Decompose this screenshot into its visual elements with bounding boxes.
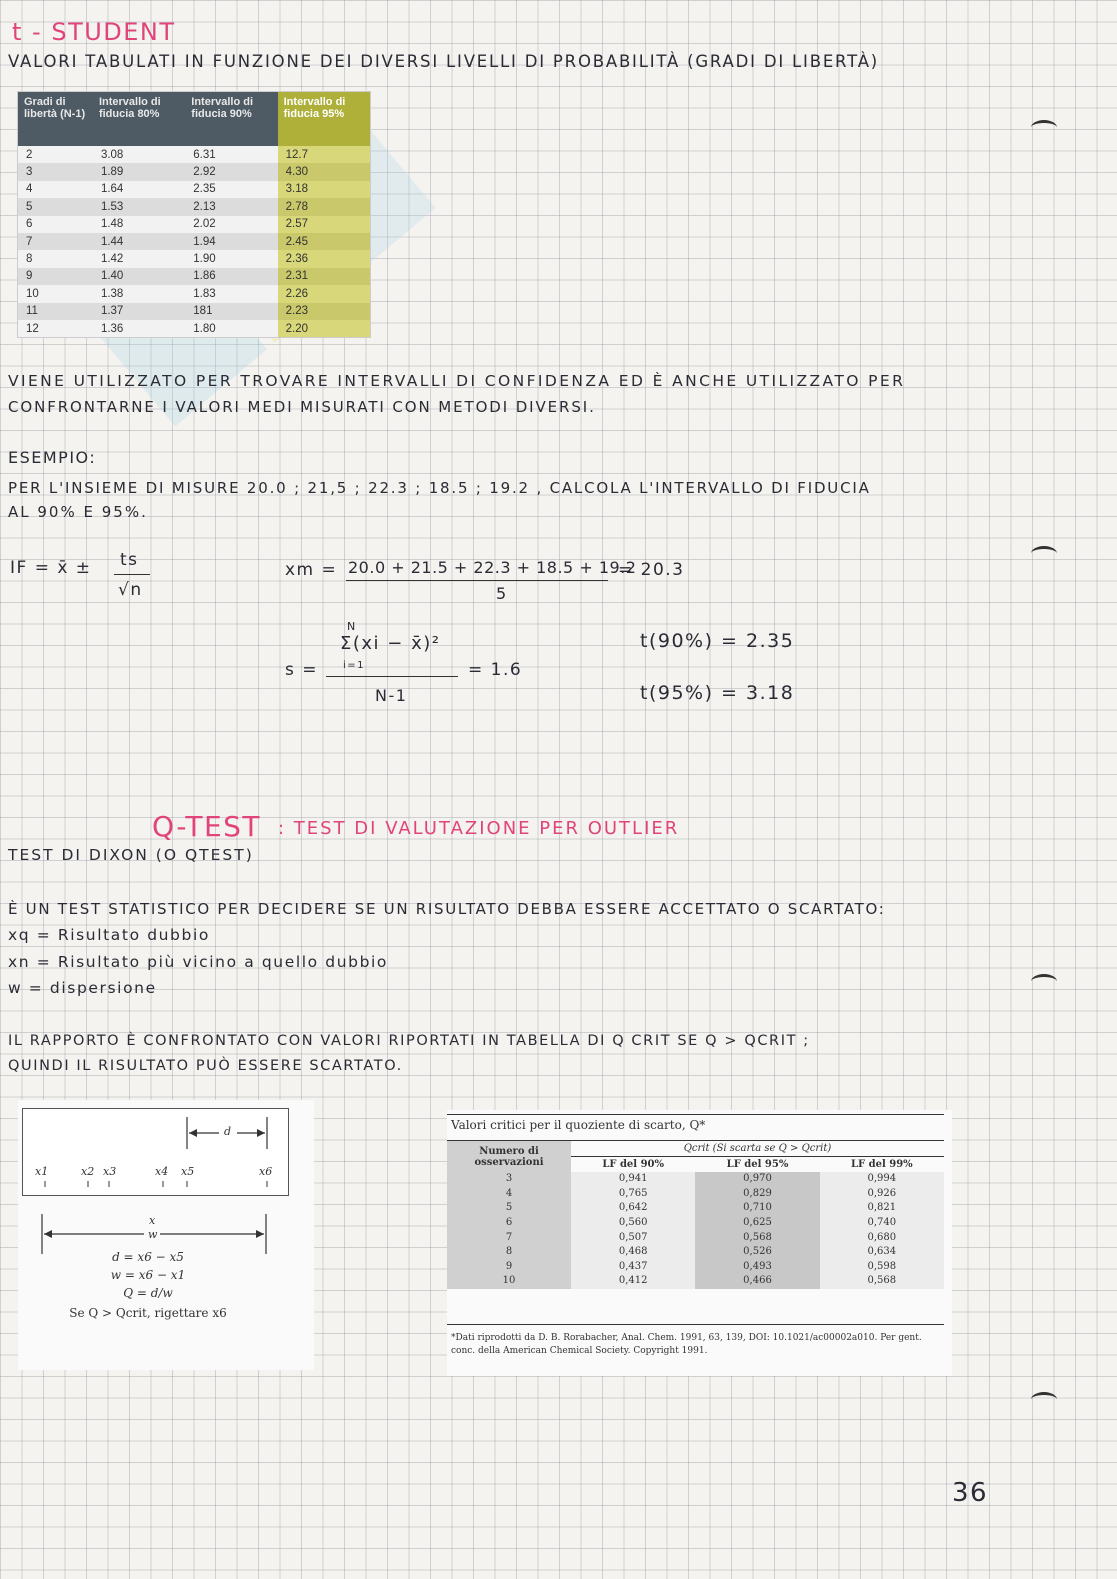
t-table-cell: 12.7: [278, 146, 370, 163]
if-formula-den: √n: [118, 580, 143, 600]
point-x1: x1: [35, 1165, 49, 1178]
t-header-80: Intervallo di fiducia 80%: [93, 92, 185, 146]
q-table-bottom-rule: [447, 1324, 944, 1325]
t-table-cell: 2.31: [278, 268, 370, 285]
t90-value: t(90%) = 2.35: [640, 630, 795, 652]
q-table-cell: 0,926: [820, 1187, 944, 1202]
t-table-cell: 10: [18, 285, 93, 302]
q-table-cell: 0,625: [695, 1216, 819, 1231]
q-header-90: LF del 90%: [571, 1157, 695, 1173]
q-table-cell: 0,507: [571, 1230, 695, 1245]
d-label: d: [224, 1125, 232, 1138]
if-formula-num: ts: [120, 550, 139, 570]
q-table-cell: 0,642: [571, 1201, 695, 1216]
t-table-cell: 2: [18, 146, 93, 163]
t-table-cell: 1.90: [185, 250, 277, 267]
q-header-n: Numero di osservazioni: [447, 1141, 571, 1173]
t-table-cell: 1.53: [93, 198, 185, 215]
q-critical-table-panel: [447, 1110, 952, 1376]
t-table-cell: 181: [185, 303, 277, 320]
q-table-top-rule: [447, 1114, 944, 1115]
t-table-cell: 2.35: [185, 181, 277, 198]
t-table-row: [18, 216, 370, 233]
t-header-df: Gradi di libertà (N-1): [18, 92, 93, 146]
q-table-cell: 0,740: [820, 1216, 944, 1231]
t-table-cell: 1.37: [93, 303, 185, 320]
if-fraction-bar: [114, 574, 150, 575]
q-table-cell: 0,970: [695, 1172, 819, 1187]
t-table-cell: 1.40: [93, 268, 185, 285]
t-table-cell: 1.89: [93, 163, 185, 180]
q-table-footnote: *Dati riprodotti da D. B. Rorabacher, Anal. Chem. 1991, 63, 139, DOI: 10.1021/ac00002a010. Per gent. conc. della American Chemical Society. Copyright 1991.: [451, 1333, 922, 1356]
q-table-cell: 0,680: [820, 1230, 944, 1245]
q-table-row: [447, 1230, 944, 1245]
usage-line-1: VIENE UTILIZZATO PER TROVARE INTERVALLI DI CONFIDENZA ED È ANCHE UTILIZZATO PER: [8, 372, 906, 390]
t-table-cell: 1.42: [93, 250, 185, 267]
q-header-99: LF del 99%: [820, 1157, 944, 1173]
t-table-row: [18, 198, 370, 215]
t-table-cell: 6.31: [185, 146, 277, 163]
t-table-cell: 1.83: [185, 285, 277, 302]
t-table-cell: 1.38: [93, 285, 185, 302]
t-table-cell: 2.13: [185, 198, 277, 215]
formula-q: Q = d/w: [123, 1286, 173, 1300]
t-table-cell: 2.23: [278, 303, 370, 320]
t-table-cell: 7: [18, 233, 93, 250]
qtest-description: È UN TEST STATISTICO PER DECIDERE SE UN RISULTATO DEBBA ESSERE ACCETTATO O SCARTATO:: [8, 900, 886, 918]
q-table-title: Valori critici per il quoziente di scarto, Q*: [451, 1118, 706, 1132]
t-table-row: [18, 233, 370, 250]
q-table-cell: 0,466: [695, 1274, 819, 1289]
q-table-cell: 0,994: [820, 1172, 944, 1187]
q-table-cell: 0,634: [820, 1245, 944, 1260]
q-header-95: LF del 95%: [695, 1157, 819, 1173]
mean-numerator: 20.0 + 21.5 + 22.3 + 18.5 + 19.2: [348, 558, 637, 577]
t-table-cell: 6: [18, 216, 93, 233]
t-header-95: Intervallo di fiducia 95%: [278, 92, 370, 146]
formula-d: d = x6 − x5: [112, 1250, 184, 1264]
t-table-cell: 1.94: [185, 233, 277, 250]
t-table-cell: 2.02: [185, 216, 277, 233]
q-table-cell: 0,437: [571, 1260, 695, 1275]
point-x6: x6: [259, 1165, 273, 1178]
q-table-row: [447, 1260, 944, 1275]
example-heading: ESEMPIO:: [8, 448, 97, 467]
t-table-cell: 2.78: [278, 198, 370, 215]
t-table-row: [18, 303, 370, 320]
sd-sum-upper: N: [347, 620, 357, 633]
t-table-cell: 2.26: [278, 285, 370, 302]
q-group-header: Qcrit (Si scarta se Q > Qcrit): [571, 1141, 944, 1157]
t-table-row: [18, 181, 370, 198]
tstudent-subtitle: VALORI TABULATI IN FUNZIONE DEI DIVERSI LIVELLI DI PROBABILITÀ (GRADI DI LIBERTÀ): [8, 52, 880, 71]
point-x5: x5: [181, 1165, 195, 1178]
t-table-cell: 2.45: [278, 233, 370, 250]
sd-lhs: s =: [285, 660, 319, 680]
d-arrow: [23, 1109, 288, 1195]
sd-numerator: Σ(xi − x̄)²: [340, 633, 441, 654]
if-formula-lhs: IF = x̄ ±: [10, 558, 92, 578]
data-points-box: [22, 1108, 289, 1196]
q-table-row: [447, 1245, 944, 1260]
mean-lhs: xm =: [285, 560, 338, 580]
usage-line-2: CONFRONTARNE I VALORI MEDI MISURATI CON METODI DIVERSI.: [8, 398, 596, 416]
t-table-row: [18, 320, 370, 337]
t-table-cell: 1.48: [93, 216, 185, 233]
binder-hole: [1031, 974, 1057, 989]
t-table-cell: 3.18: [278, 181, 370, 198]
q-table-cell: 3: [447, 1172, 571, 1187]
q-table-cell: 0,568: [820, 1274, 944, 1289]
mean-fraction-bar: [346, 580, 608, 581]
t-table-cell: 1.36: [93, 320, 185, 337]
q-table-cell: 5: [447, 1201, 571, 1216]
t-table-cell: 8: [18, 250, 93, 267]
q-table-cell: 0,493: [695, 1260, 819, 1275]
t-table-cell: 1.80: [185, 320, 277, 337]
qtest-subtitle: : TEST DI VALUTAZIONE PER OUTLIER: [278, 818, 680, 839]
q-table-cell: 0,560: [571, 1216, 695, 1231]
definition-xq: xq = Risultato dubbio: [8, 926, 210, 944]
q-table-cell: 0,941: [571, 1172, 695, 1187]
t-table-row: [18, 268, 370, 285]
q-table-row: [447, 1172, 944, 1187]
qtest-title: Q-TEST: [152, 810, 262, 843]
q-table-cell: 0,412: [571, 1274, 695, 1289]
q-table-cell: 10: [447, 1274, 571, 1289]
t-table-row: [18, 285, 370, 302]
tstudent-title: t - STUDENT: [12, 18, 176, 46]
t-table-cell: 2.36: [278, 250, 370, 267]
q-table-row: [447, 1216, 944, 1231]
sd-fraction-bar: [326, 676, 458, 677]
t-table-cell: 12: [18, 320, 93, 337]
q-table-cell: 0,526: [695, 1245, 819, 1260]
rule-line-2: QUINDI IL RISULTATO PUÒ ESSERE SCARTATO.: [8, 1058, 403, 1074]
sd-sum-lower: i=1: [343, 660, 366, 671]
q-table-cell: 8: [447, 1245, 571, 1260]
q-table-cell: 0,568: [695, 1230, 819, 1245]
binder-hole: [1031, 120, 1057, 135]
t-table-cell: 1.44: [93, 233, 185, 250]
t-table-cell: 2.20: [278, 320, 370, 337]
t-table-cell: 3.08: [93, 146, 185, 163]
page-number: 36: [952, 1478, 989, 1508]
point-x2: x2: [81, 1165, 95, 1178]
mean-denominator: 5: [496, 584, 508, 603]
t-header-90: Intervallo di fiducia 90%: [185, 92, 277, 146]
q-critical-table: [447, 1140, 944, 1289]
t-table-row: [18, 250, 370, 267]
q-table-row: [447, 1187, 944, 1202]
rule-line-1: IL RAPPORTO È CONFRONTATO CON VALORI RIPORTATI IN TABELLA DI Q CRIT SE Q > QCRIT ;: [8, 1033, 810, 1049]
point-x3: x3: [103, 1165, 117, 1178]
q-table-row: [447, 1201, 944, 1216]
q-test-diagram: [18, 1100, 314, 1370]
q-table-cell: 0,765: [571, 1187, 695, 1202]
definition-w: w = dispersione: [8, 979, 157, 997]
q-table-cell: 7: [447, 1230, 571, 1245]
x-label: x: [149, 1214, 156, 1227]
t-table-cell: 9: [18, 268, 93, 285]
t-table-cell: 4: [18, 181, 93, 198]
q-table-cell: 0,598: [820, 1260, 944, 1275]
mean-result: = 20.3: [618, 560, 685, 580]
t-table-row: [18, 163, 370, 180]
t95-value: t(95%) = 3.18: [640, 682, 795, 704]
q-table-cell: 4: [447, 1187, 571, 1202]
q-table-cell: 0,468: [571, 1245, 695, 1260]
t-table-cell: 11: [18, 303, 93, 320]
q-table-cell: 6: [447, 1216, 571, 1231]
t-table-cell: 2.92: [185, 163, 277, 180]
formula-w: w = x6 − x1: [110, 1268, 186, 1282]
example-line-1: PER L'INSIEME DI MISURE 20.0 ; 21,5 ; 22.3 ; 18.5 ; 19.2 , CALCOLA L'INTERVALLO DI FIDUCIA: [8, 479, 871, 497]
t-table-cell: 1.86: [185, 268, 277, 285]
t-table-row: [18, 146, 370, 163]
reject-rule: Se Q > Qcrit, rigettare x6: [69, 1306, 227, 1320]
t-table-cell: 4.30: [278, 163, 370, 180]
example-line-2: AL 90% E 95%.: [8, 503, 148, 521]
t-table-cell: 5: [18, 198, 93, 215]
sd-result: = 1.6: [468, 660, 523, 680]
t-table-cell: 1.64: [93, 181, 185, 198]
w-label: w: [148, 1228, 158, 1241]
q-table-cell: 9: [447, 1260, 571, 1275]
sd-denominator: N-1: [375, 686, 408, 705]
q-table-cell: 0,829: [695, 1187, 819, 1202]
t-student-table: [18, 92, 370, 337]
dixon-line: TEST DI DIXON (O QTEST): [8, 846, 254, 864]
definition-xn: xn = Risultato più vicino a quello dubbio: [8, 953, 388, 971]
t-table-cell: 2.57: [278, 216, 370, 233]
point-x4: x4: [155, 1165, 169, 1178]
binder-hole: [1031, 546, 1057, 561]
binder-hole: [1031, 1392, 1057, 1407]
q-table-cell: 0,710: [695, 1201, 819, 1216]
q-table-row: [447, 1274, 944, 1289]
t-table-cell: 3: [18, 163, 93, 180]
q-table-cell: 0,821: [820, 1201, 944, 1216]
